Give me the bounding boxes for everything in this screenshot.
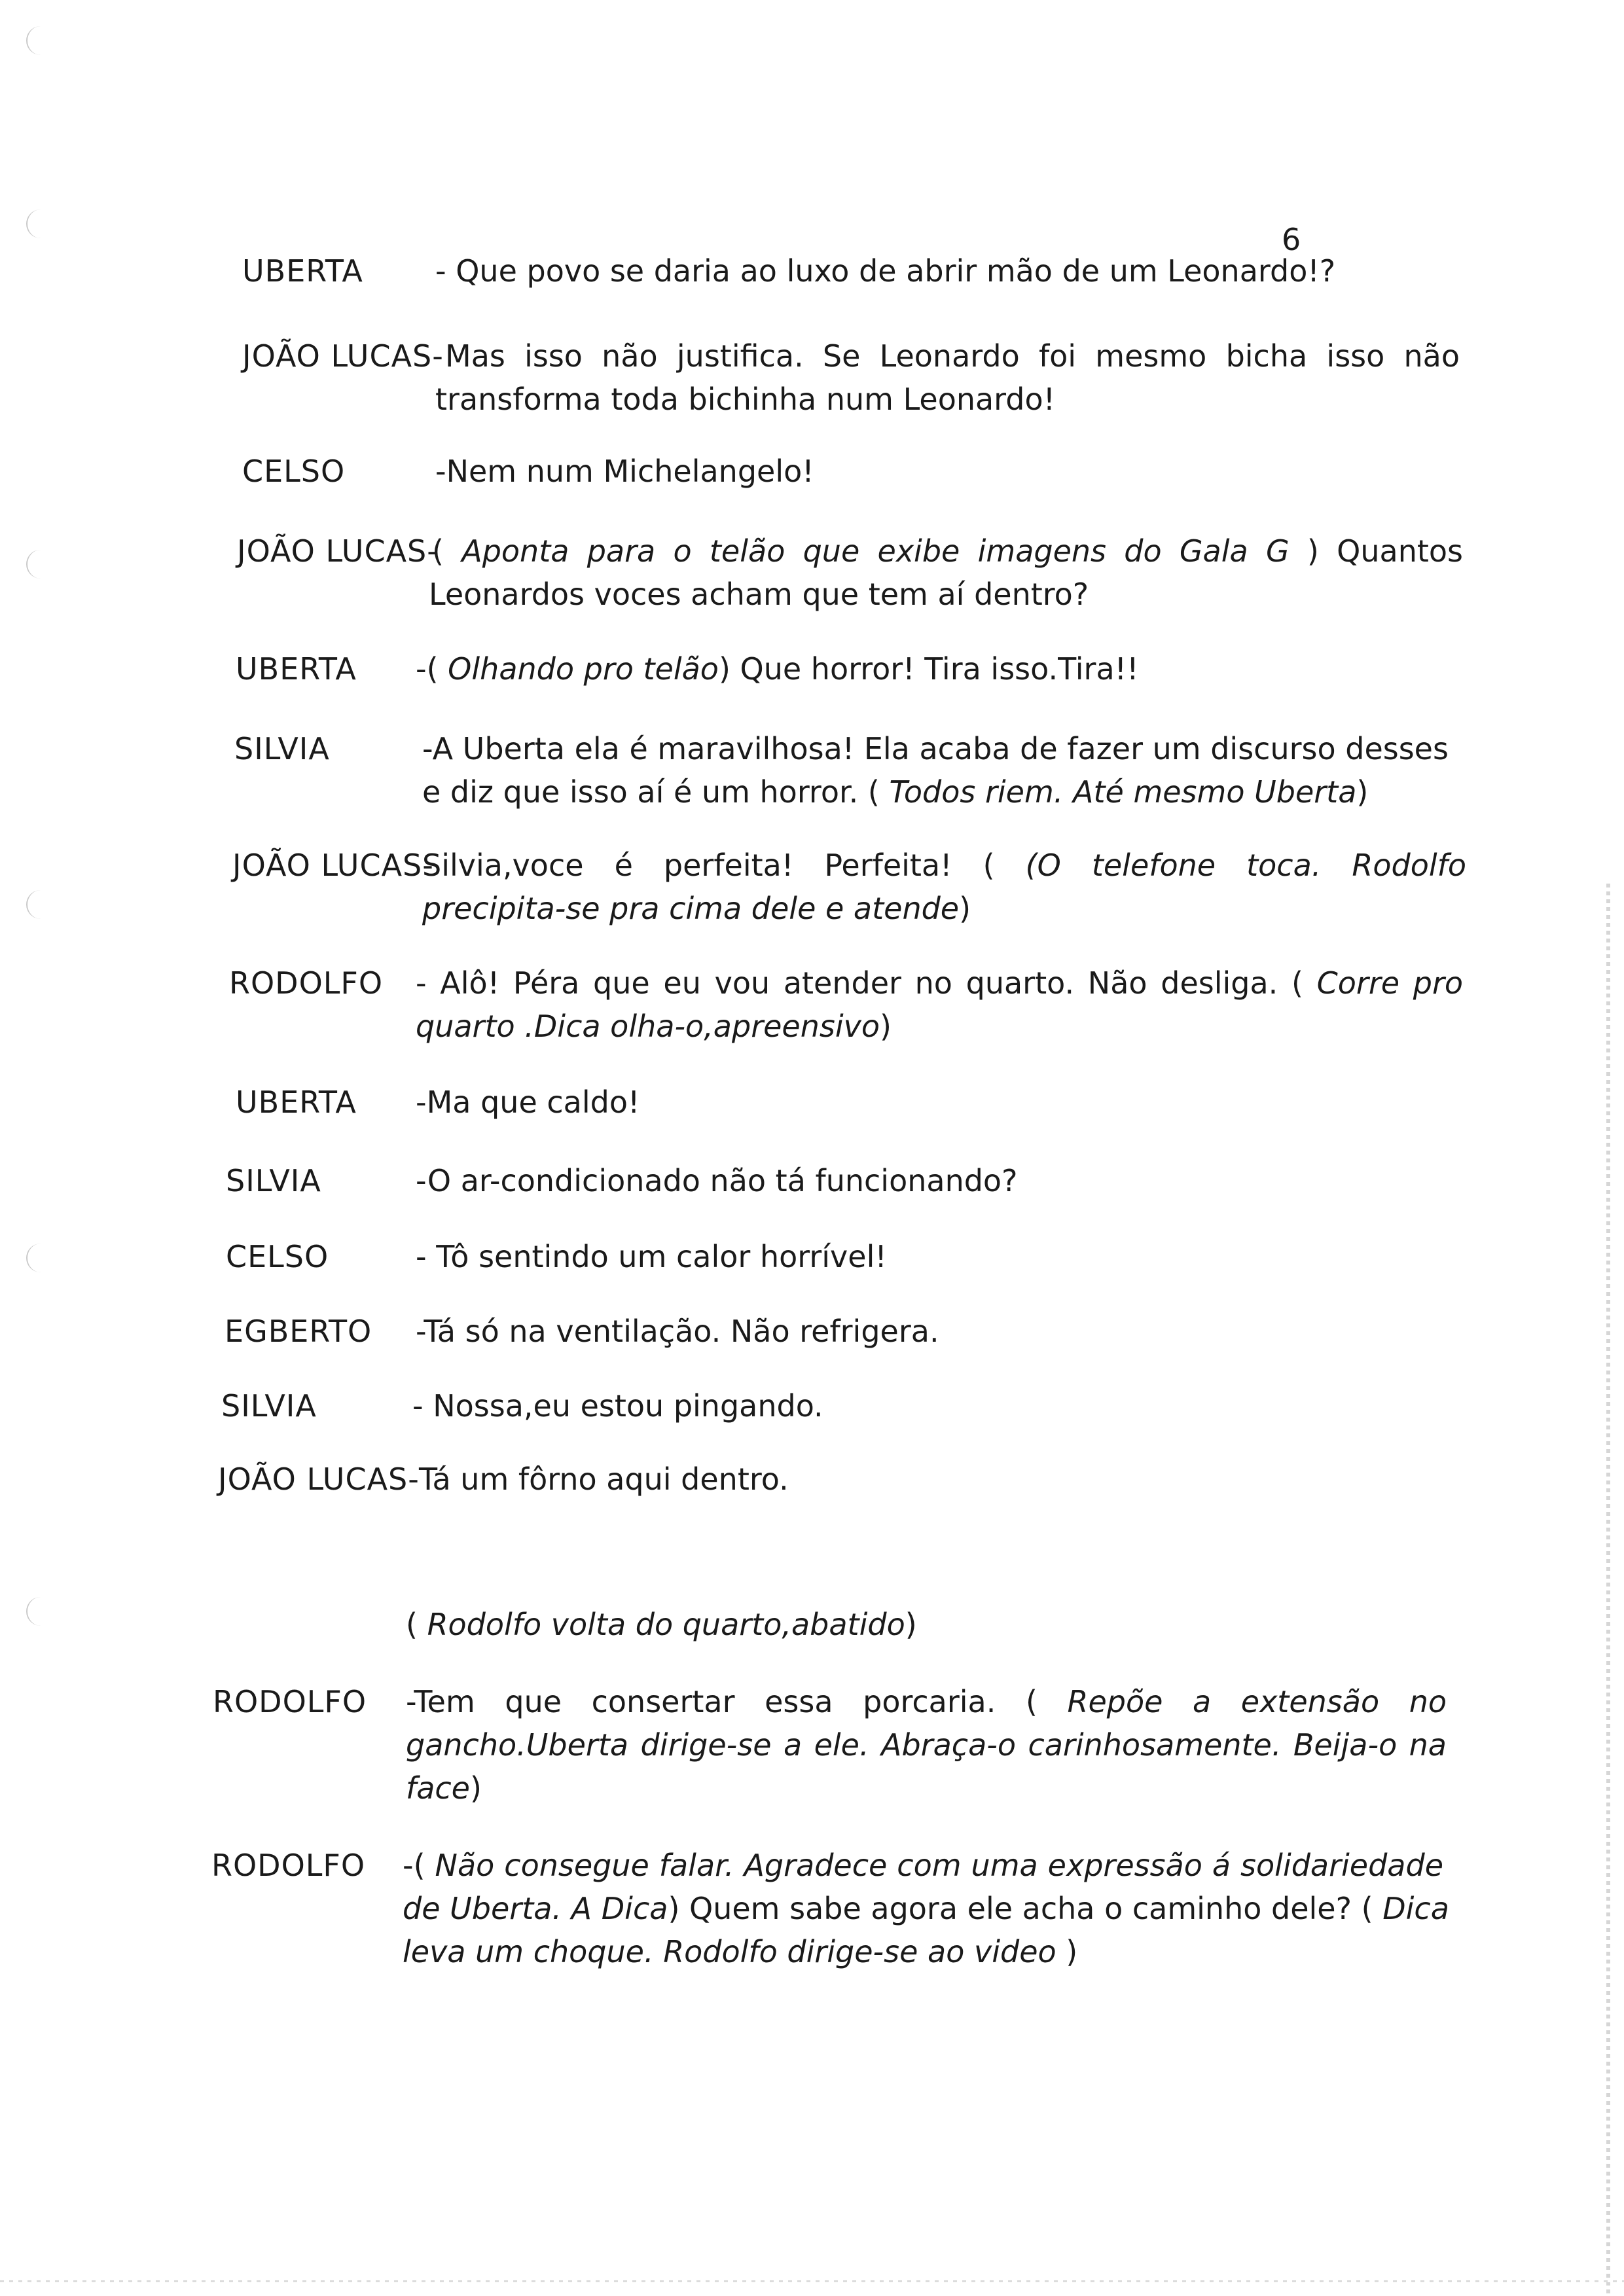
dialogue-text: ): [1356, 774, 1369, 810]
dialogue-text: -(: [403, 1848, 435, 1883]
punch-mark: [26, 26, 42, 55]
dialogue-text: ): [469, 1770, 482, 1806]
speech-line: [432, 530, 1463, 572]
speech-line: [403, 1931, 1077, 1973]
dialogue-text: e diz que isso aí é um horror. (: [422, 774, 890, 810]
speech-line: [416, 1236, 887, 1278]
dialogue-text: Tá um fôrno aqui dentro.: [419, 1462, 789, 1497]
dialogue-text: ): [1066, 1934, 1078, 1969]
dialogue-text: ) Que horror! Tira isso.Tira!!: [718, 651, 1139, 687]
speech-line: [416, 1005, 892, 1047]
dialogue-text: transforma toda bichinha num Leonardo!: [435, 382, 1056, 417]
speech-line: [416, 962, 1463, 1004]
dialogue-text: ): [959, 891, 971, 926]
stage-direction: face: [406, 1770, 470, 1806]
dialogue-text: (: [432, 533, 462, 569]
stage-direction: precipita-se pra cima dele e atende: [422, 891, 960, 926]
speaker-name: JOÃO LUCAS-: [237, 533, 439, 569]
stage-direction: Repõe a extensão no: [1067, 1684, 1447, 1719]
speaker-name: CELSO: [242, 454, 346, 489]
dialogue-text: - Nossa,eu estou pingando.: [412, 1388, 823, 1424]
dialogue-text: -(: [416, 651, 448, 687]
punch-mark: [26, 550, 42, 579]
dialogue-text: - Que povo se daria ao luxo de abrir mão de um Leonardo!?: [435, 253, 1336, 289]
speech-line: [406, 1681, 1447, 1723]
speech-line: [403, 1888, 1449, 1929]
speech-line: [422, 888, 971, 929]
speaker-name: RODOLFO: [213, 1684, 367, 1719]
page-number: 6: [1282, 222, 1301, 257]
stage-direction: Olhando pro telão: [448, 651, 719, 687]
speech-line: [403, 1844, 1443, 1886]
speech-line: [419, 1458, 789, 1500]
speech-line: [422, 728, 1449, 770]
speaker-name: CELSO: [226, 1239, 329, 1274]
dialogue-text: -Nem num Michelangelo!: [435, 454, 814, 489]
dialogue-text: ): [905, 1607, 917, 1642]
speech-line: [412, 1385, 823, 1427]
dialogue-text: ) Quem sabe agora ele acha o caminho dele? (: [668, 1891, 1383, 1926]
dialogue-text: -A Uberta ela é maravilhosa! Ela acaba de fazer um discurso desses: [422, 731, 1449, 766]
stage-direction: Não consegue falar. Agradece com uma expressão á solidariedade: [435, 1848, 1443, 1883]
stage-direction: quarto .Dica olha-o,apreensivo: [416, 1009, 880, 1044]
speaker-name: RODOLFO: [211, 1848, 366, 1883]
speech-line: [416, 1160, 1017, 1202]
speech-line: [435, 378, 1055, 420]
dialogue-text: Leonardos voces acham que tem aí dentro?: [429, 577, 1089, 612]
stage-direction: (O telefone toca. Rodolfo: [1025, 848, 1467, 883]
speaker-name: SILVIA: [234, 731, 330, 766]
dialogue-text: ): [879, 1009, 892, 1044]
speech-line: [429, 573, 1089, 615]
dialogue-text: - Tô sentindo um calor horrível!: [416, 1239, 887, 1274]
speaker-name: UBERTA: [236, 1085, 357, 1120]
speech-line: [422, 771, 1368, 813]
speech-line: [435, 450, 814, 492]
dialogue-text: -Tá só na ventilação. Não refrigera.: [416, 1314, 939, 1349]
speech-line: [406, 1604, 917, 1645]
speech-line: [422, 844, 1466, 886]
speaker-name: SILVIA: [221, 1388, 317, 1424]
speaker-name: RODOLFO: [229, 965, 384, 1001]
stage-direction: leva um choque. Rodolfo dirige-se ao video: [403, 1934, 1066, 1969]
dialogue-text: ) Quantos: [1289, 533, 1463, 569]
stage-direction: Aponta para o telão que exibe imagens do Gala G: [461, 533, 1290, 569]
speech-line: [435, 250, 1335, 292]
scan-edge: [1606, 884, 1610, 2296]
stage-direction: de Uberta. A Dica: [403, 1891, 668, 1926]
punch-mark: [26, 1597, 42, 1626]
dialogue-text: -Ma que caldo!: [416, 1085, 640, 1120]
speaker-name: JOÃO LUCAS-: [232, 848, 434, 883]
speaker-name: UBERTA: [242, 253, 363, 289]
stage-direction: gancho.Uberta dirige-se a ele. Abraça-o carinhosamente. Beija-o na: [406, 1727, 1447, 1763]
stage-direction: Corre pro: [1316, 965, 1464, 1001]
speech-line: [445, 335, 1460, 377]
speaker-name: SILVIA: [226, 1163, 321, 1198]
speaker-name: JOÃO LUCAS-: [218, 1462, 420, 1497]
dialogue-text: Silvia,voce é perfeita! Perfeita! (: [422, 848, 1026, 883]
speaker-name: UBERTA: [236, 651, 357, 687]
speaker-name: JOÃO LUCAS-: [242, 338, 444, 374]
punch-mark: [26, 1244, 42, 1272]
stage-direction: Dica: [1382, 1891, 1449, 1926]
speech-line: [416, 648, 1139, 690]
speech-line: [406, 1724, 1447, 1766]
dialogue-text: -Tem que consertar essa porcaria. (: [406, 1684, 1068, 1719]
stage-direction: Todos riem. Até mesmo Uberta: [889, 774, 1357, 810]
speaker-name: EGBERTO: [225, 1314, 372, 1349]
punch-mark: [26, 209, 42, 238]
speech-line: [416, 1081, 640, 1123]
speech-line: [406, 1767, 482, 1809]
stage-direction: Rodolfo volta do quarto,abatido: [427, 1607, 905, 1642]
scan-edge: [0, 2280, 1624, 2282]
speech-line: [416, 1310, 939, 1352]
dialogue-text: - Alô! Péra que eu vou atender no quarto. Não desliga. (: [416, 965, 1317, 1001]
dialogue-text: -O ar-condicionado não tá funcionando?: [416, 1163, 1018, 1198]
dialogue-text: Mas isso não justifica. Se Leonardo foi mesmo bicha isso não: [445, 338, 1460, 374]
punch-mark: [26, 890, 42, 919]
dialogue-text: (: [406, 1607, 427, 1642]
